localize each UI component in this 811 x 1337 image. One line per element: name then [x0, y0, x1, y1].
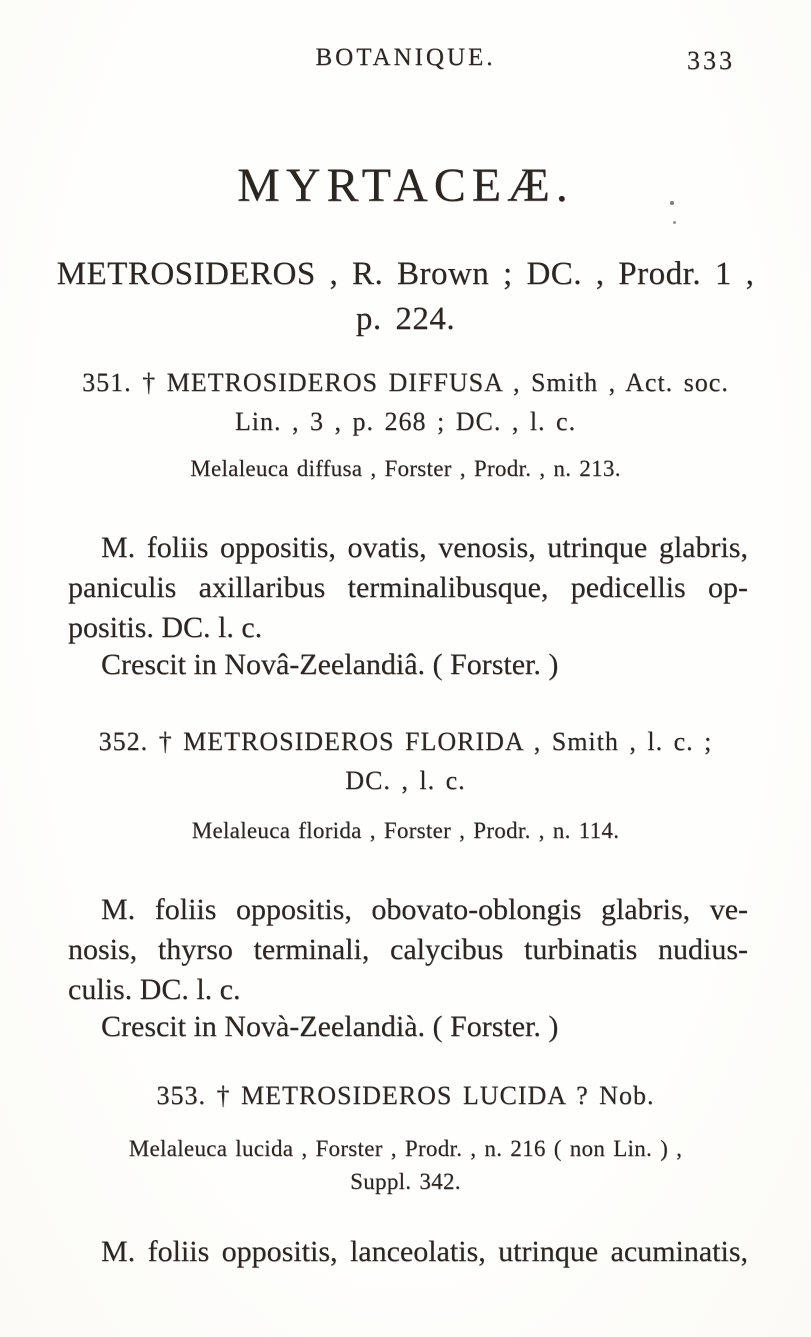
entry-352-synonym: [40, 814, 771, 847]
entry-351-synonym-line1: Melaleuca diffusa , Forster , Prodr. , n. 213.: [190, 456, 621, 481]
entry-353-heading: [40, 1076, 771, 1115]
ink-speck: [670, 201, 674, 205]
entry-352-habitat: [68, 1007, 748, 1047]
habitat-line: Crescit in Novâ-Zeelandiâ. ( Forster. ): [101, 648, 559, 681]
description-line: M. foliis oppositis, obovato-oblongis glabris, ve-: [101, 893, 748, 926]
description-line: positis. DC. l. c.: [68, 611, 263, 644]
description-line: M. foliis oppositis, lanceolatis, utrinque acuminatis,: [101, 1235, 748, 1268]
entry-353-synonym: [40, 1132, 771, 1198]
running-title: BOTANIQUE.: [315, 44, 496, 71]
entry-352-heading-line1: 352. † METROSIDEROS FLORIDA , Smith , l. c. ;: [98, 727, 713, 756]
genus-heading-line2: p. 224.: [355, 301, 456, 337]
entry-351-description: [68, 528, 748, 648]
entry-353-synonym-line2: Suppl. 342.: [350, 1169, 461, 1194]
entry-352-heading-line2: DC. , l. c.: [345, 766, 466, 795]
genus-heading-line1: METROSIDEROS , R. Brown ; DC. , Prodr. 1 ,: [56, 256, 755, 292]
entry-351-heading-line1: 351. † METROSIDEROS DIFFUSA , Smith , Act. soc.: [82, 368, 729, 397]
ink-speck: [673, 221, 676, 224]
entry-351-synonym: [40, 452, 771, 485]
habitat-line: Crescit in Novà-Zeelandià. ( Forster. ): [101, 1010, 559, 1043]
description-line: M. foliis oppositis, ovatis, venosis, utrinque glabris,: [101, 531, 748, 564]
entry-352-heading: [40, 722, 771, 800]
entry-351-heading: [40, 363, 771, 441]
entry-353-heading-line1: 353. † METROSIDEROS LUCIDA ? Nob.: [156, 1081, 655, 1110]
description-line: nosis, thyrso terminali, calycibus turbinatis nudius-: [68, 933, 748, 966]
entry-353-synonym-line1: Melaleuca lucida , Forster , Prodr. , n. 216 ( non Lin. ) ,: [128, 1136, 683, 1161]
genus-heading: [40, 252, 771, 342]
entry-352-description: [68, 890, 748, 1010]
entry-352-synonym-line1: Melaleuca florida , Forster , Prodr. , n. 114.: [191, 818, 620, 843]
description-line: culis. DC. l. c.: [68, 973, 241, 1006]
page-number: 333: [687, 46, 735, 75]
entry-351-heading-line2: Lin. , 3 , p. 268 ; DC. , l. c.: [234, 407, 577, 436]
entry-351-habitat: [68, 645, 748, 685]
description-line: paniculis axillaribus terminalibusque, pedicellis op-: [68, 571, 748, 604]
family-title: MYRTACEÆ.: [237, 159, 574, 212]
entry-353-description: [68, 1232, 748, 1272]
